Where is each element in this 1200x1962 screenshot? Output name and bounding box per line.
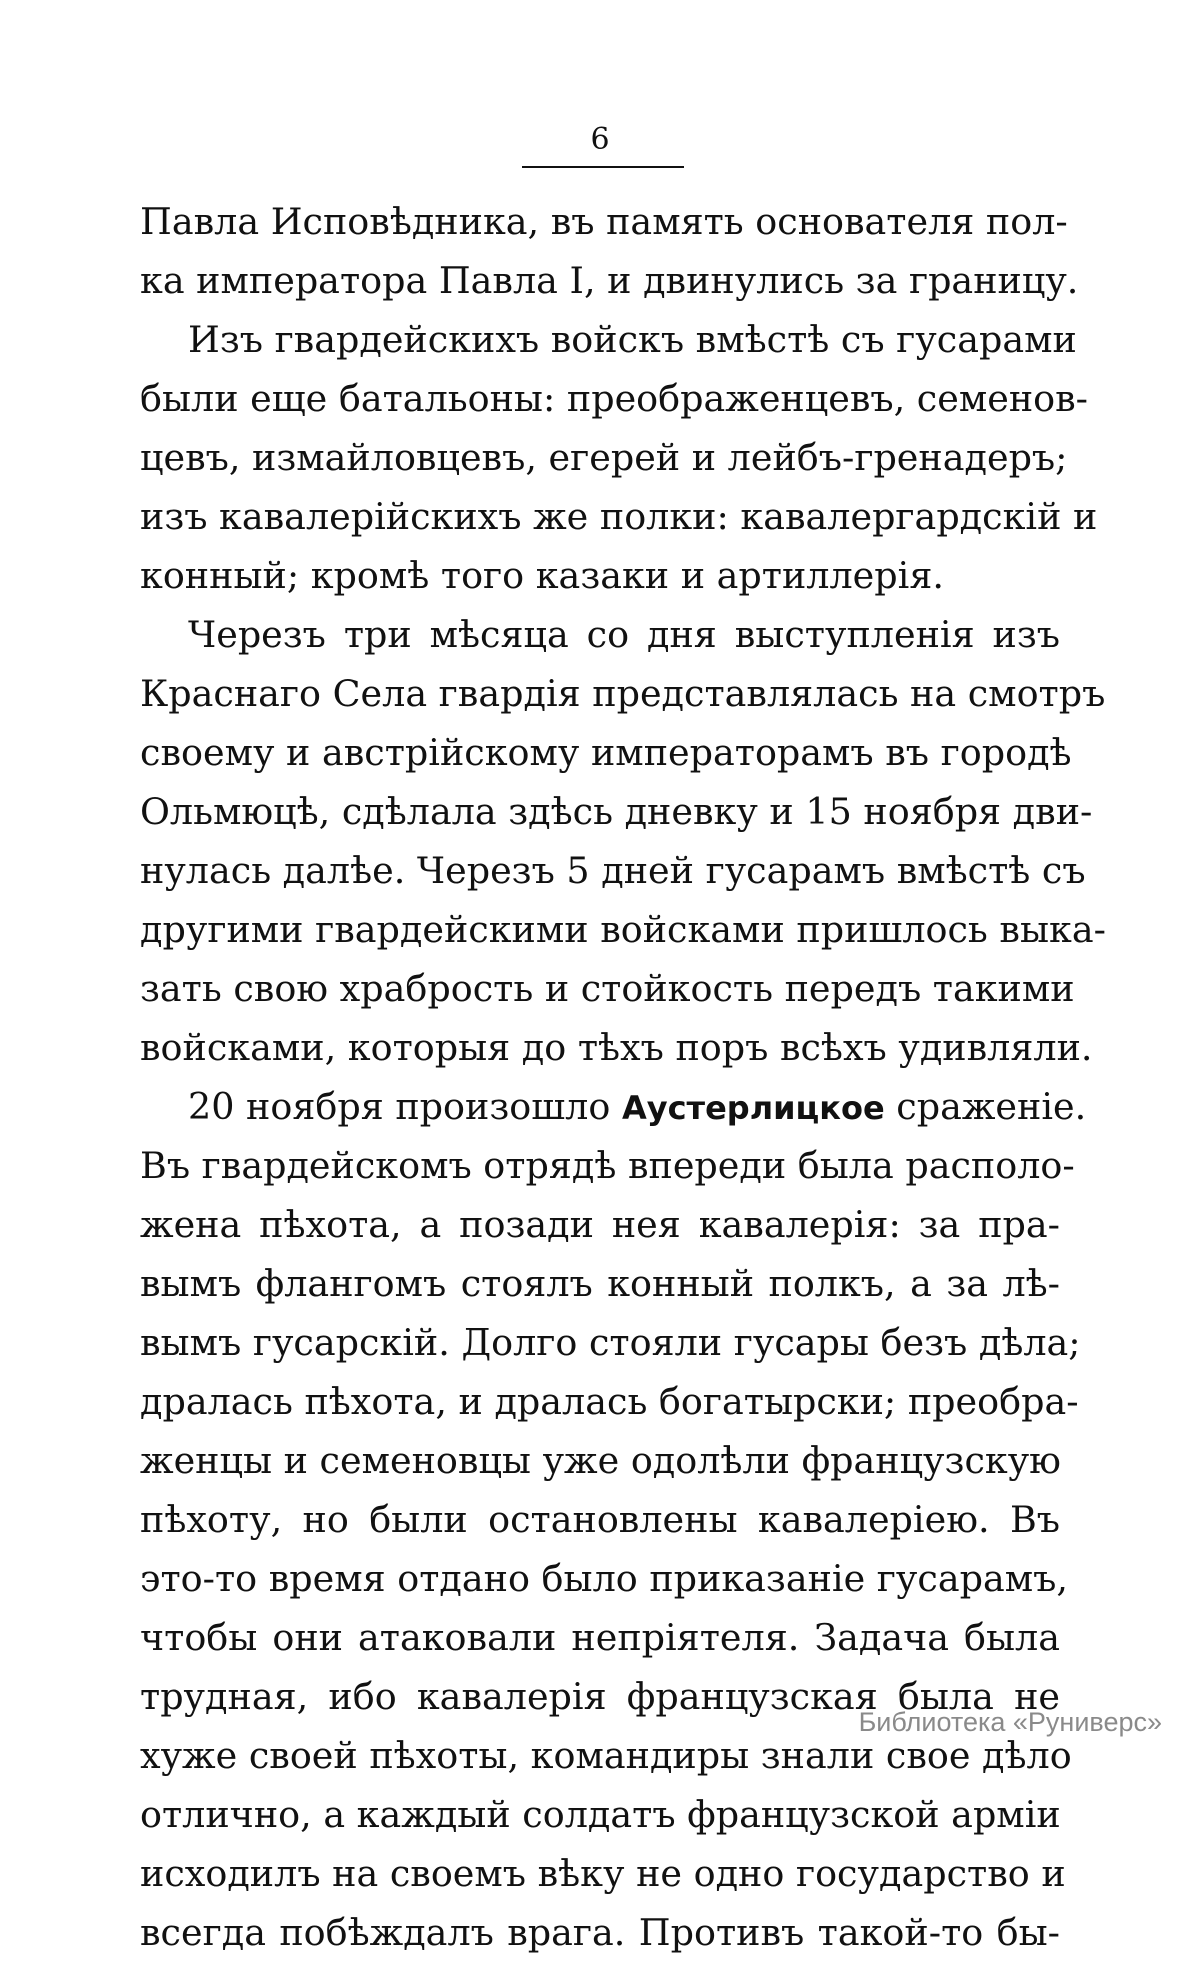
- library-watermark: Библиотека «Руниверс»: [858, 1707, 1162, 1737]
- text-line: всегда побѣждалъ врага. Противъ такой-то бы-: [140, 1911, 1060, 1954]
- text-line: были еще батальоны: преображенцевъ, семенов-: [140, 377, 1089, 420]
- text-line: отлично, а каждый солдатъ французской арміи: [140, 1793, 1061, 1836]
- text-line: жена пѣхота, а позади нея кавалерія: за пра-: [140, 1203, 1060, 1246]
- text-line: [140, 1077, 1087, 1136]
- text-line: исходилъ на своемъ вѣку не одно государство и: [140, 1852, 1066, 1895]
- text-line: вымъ гусарскій. Долго стояли гусары безъ дѣла;: [140, 1321, 1081, 1364]
- text-line: цевъ, измайловцевъ, егерей и лейбъ-гренадеръ;: [140, 436, 1068, 479]
- text-line: ка императора Павла I, и двинулись за границу.: [140, 259, 1079, 302]
- text-line: зать свою храбрость и стойкость передъ такими: [140, 967, 1075, 1010]
- text-run: 20 ноября произошло: [188, 1085, 611, 1128]
- text-run: сраженіе.: [896, 1085, 1087, 1128]
- body-text: [140, 192, 1106, 1962]
- text-line: дралась пѣхота, и дралась богатырски; преобра-: [140, 1380, 1079, 1423]
- battle-name: Аустерлицкое: [621, 1089, 885, 1127]
- text-line: вымъ флангомъ стоялъ конный полкъ, а за лѣ-: [140, 1262, 1060, 1305]
- text-line: это-то время отдано было приказаніе гусарамъ,: [140, 1557, 1068, 1600]
- text-line: Ольмюцѣ, сдѣлала здѣсь дневку и 15 ноября дви-: [140, 790, 1093, 833]
- text-line: Черезъ три мѣсяца со дня выступленія изъ: [188, 613, 1060, 656]
- text-line: нулась далѣе. Черезъ 5 дней гусарамъ вмѣстѣ съ: [140, 849, 1086, 892]
- text-line: Краснаго Села гвардія представлялась на смотръ: [140, 672, 1106, 715]
- page-number: 6: [590, 122, 610, 157]
- text-line: женцы и семеновцы уже одолѣли французскую: [140, 1439, 1061, 1482]
- text-line: чтобы они атаковали непріятеля. Задача была: [140, 1616, 1060, 1659]
- page-number-rule: [522, 166, 684, 168]
- text-line: трудная, ибо кавалерія французская была не: [140, 1675, 1060, 1718]
- text-line: конный; кромѣ того казаки и артиллерія.: [140, 554, 944, 597]
- text-line: пѣхоту, но были остановлены кавалеріею. Въ: [140, 1498, 1060, 1541]
- text-line: Павла Исповѣдника, въ память основателя пол-: [140, 200, 1068, 243]
- text-line: хуже своей пѣхоты, командиры знали свое дѣло: [140, 1734, 1072, 1777]
- text-line: изъ кавалерійскихъ же полки: кавалергардскій и: [140, 495, 1098, 538]
- text-line: войсками, которыя до тѣхъ поръ всѣхъ удивляли.: [140, 1026, 1093, 1069]
- text-line: Изъ гвардейскихъ войскъ вмѣстѣ съ гусарами: [188, 318, 1077, 361]
- text-line: другими гвардейскими войсками пришлось выка-: [140, 908, 1106, 951]
- text-line: своему и австрійскому императорамъ въ городѣ: [140, 731, 1072, 774]
- text-line: Въ гвардейскомъ отрядѣ впереди была располо-: [140, 1144, 1075, 1187]
